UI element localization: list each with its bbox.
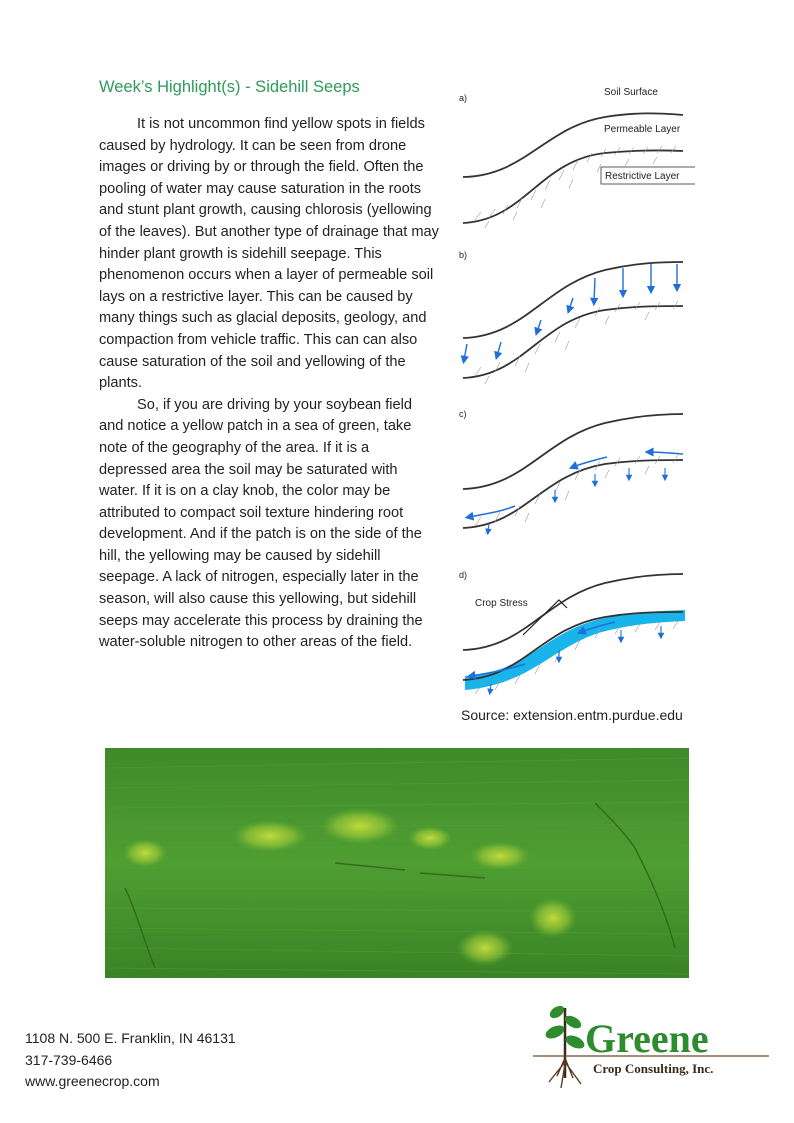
panel-a-label: a) (459, 93, 468, 103)
diagram-source: Source: extension.entm.purdue.edu (461, 707, 683, 723)
article-body (99, 114, 439, 654)
panel-c-label: c) (459, 409, 467, 419)
footer-phone: 317-739-6466 (25, 1051, 113, 1068)
panel-c (459, 409, 683, 534)
restrictive-layer-label: Restrictive Layer (605, 171, 680, 182)
logo-name: Greene (585, 1016, 709, 1061)
aerial-field-photo (105, 748, 689, 978)
panel-b (459, 250, 683, 384)
greene-logo (527, 998, 772, 1090)
panel-a (459, 87, 695, 228)
panel-b-label: b) (459, 250, 468, 260)
panel-d (459, 570, 685, 694)
logo-tagline: Crop Consulting, Inc. (593, 1061, 714, 1076)
sprout-icon (544, 1003, 587, 1088)
footer-address: 1108 N. 500 E. Franklin, IN 46131 (25, 1030, 236, 1046)
crop-stress-label: Crop Stress (475, 598, 528, 609)
article-heading: Week’s Highlight(s) - Sidehill Seeps (99, 78, 360, 96)
footer-website[interactable]: www.greenecrop.com (25, 1073, 160, 1089)
sidehill-seep-diagram (455, 80, 695, 705)
contact-footer (25, 1028, 236, 1093)
article-paragraph-1: It is not uncommon find yellow spots in fields caused by hydrology. It can be seen from drone images or driving by or through the field. Often the pooling of water may cause saturation in the roots and stunt plant growth, causing chlorosis (yellowing of the leaves). But another type of drainage that may hinder plant growth is sidehill seepage. This phenomenon occurs when a layer of permeable soil lays on a restrictive layer. This can be caused by many things such as glacial deposits, geology, and compaction from vehicle traffic. This can can also cause saturation of the soil and yellowing of the plants. (99, 116, 439, 392)
panel-d-label: d) (459, 570, 468, 580)
article-paragraph-2: So, if you are driving by your soybean field and notice a yellow patch in a sea of green, take note of the geography of the area. If it is a depressed area the soil may be saturated with water. If it is on a clay knob, the color may be attributed to compact soil texture hindering root development. And if the patch is on the side of the hill, the yellowing may be caused by sidehill seepage. A lack of nitrogen, especially later in the season, will also cause this yellowing, but sidehill seeps may accelerate this process by draining the water-soluble nitrogen to other areas of the field. (99, 396, 423, 651)
permeable-layer-label: Permeable Layer (604, 124, 681, 135)
soil-surface-label: Soil Surface (604, 87, 658, 98)
